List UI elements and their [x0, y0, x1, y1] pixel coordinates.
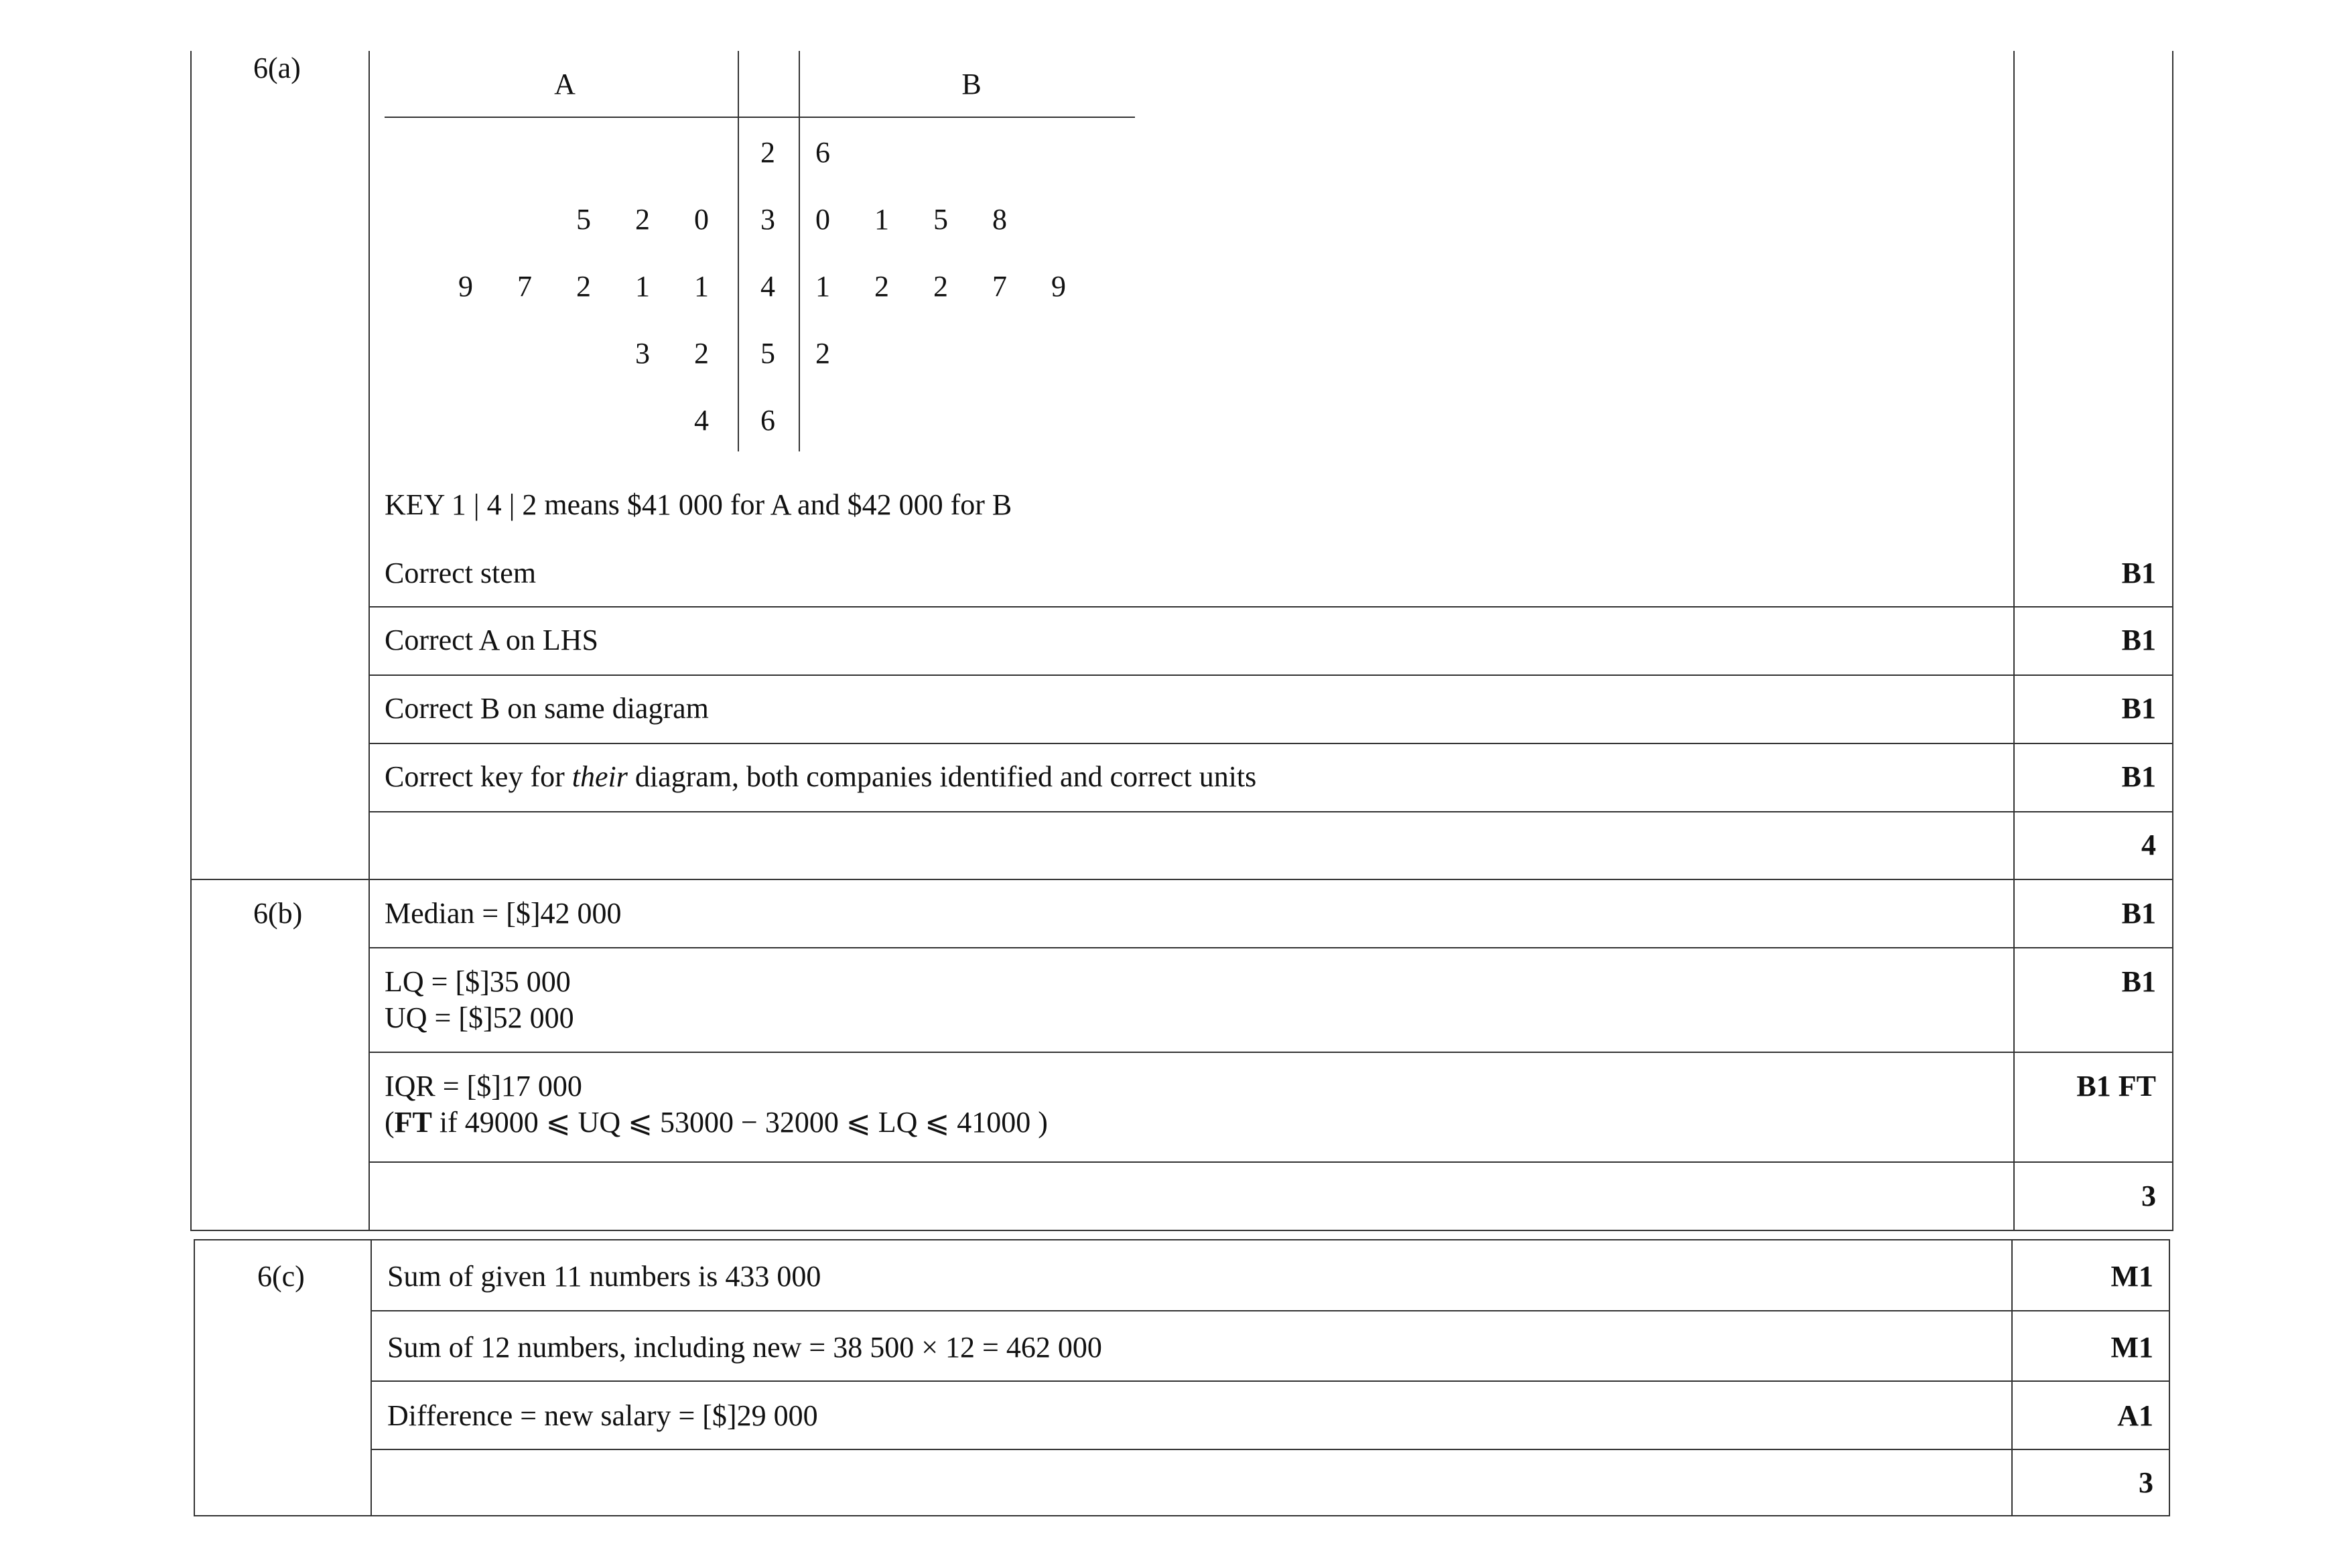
leaf-b: 6: [815, 136, 830, 169]
leaf-a: 3: [635, 337, 650, 370]
diagram-stem-rule-left: [738, 51, 739, 451]
table-border-left: [190, 51, 192, 1231]
leaf-b: 2: [815, 337, 830, 370]
follow-through-note: [385, 1105, 1048, 1141]
leaf-a: 1: [694, 270, 709, 303]
leaf-b: 1: [874, 203, 889, 236]
diagram-header-b: B: [961, 68, 982, 100]
marks-column: [2003, 0, 2153, 1568]
leaf-a: 5: [576, 203, 591, 236]
stem-value: 6: [760, 404, 775, 437]
question-label: 6(b): [253, 897, 303, 930]
row-divider: [368, 811, 2173, 812]
mark-value: B1: [2121, 965, 2156, 998]
mark-value: B1: [2121, 557, 2156, 589]
table-border-bottom: [190, 1230, 2173, 1231]
mark-total: 4: [2141, 829, 2156, 861]
leaf-b: 5: [933, 203, 948, 236]
leaf-a: 4: [694, 404, 709, 437]
column-divider-question: [368, 51, 370, 1231]
mark-value: B1: [2121, 624, 2156, 656]
leaf-a: 0: [694, 203, 709, 236]
mark-value: M1: [2110, 1260, 2153, 1293]
mark-criterion: Difference = new salary = [$]29 000: [387, 1399, 818, 1432]
diagram-stem-rule-right: [799, 51, 800, 451]
criterion-text: diagram, both companies identified and correct units: [627, 760, 1257, 793]
row-divider: [368, 606, 2173, 608]
row-divider: [371, 1380, 2170, 1382]
leaf-b: 8: [992, 203, 1007, 236]
leaf-b: 2: [874, 270, 889, 303]
mark-criterion: Correct stem: [385, 557, 537, 589]
criterion-emphasis: their: [572, 760, 628, 793]
table-border-right: [2172, 51, 2173, 1231]
diagram-key: KEY 1 | 4 | 2 means $41 000 for A and $42 000 for B: [385, 488, 1012, 521]
criterion-text: Correct key for: [385, 760, 572, 793]
mark-value: M1: [2110, 1331, 2153, 1364]
table-border-left: [194, 1239, 195, 1516]
diagram-header-rule: [385, 117, 1135, 118]
table-border-bottom: [194, 1515, 2170, 1516]
leaf-b: 2: [933, 270, 948, 303]
mark-total: 3: [2141, 1180, 2156, 1212]
leaf-b: 7: [992, 270, 1007, 303]
mark-criterion: [385, 760, 1256, 795]
leaf-a: 1: [635, 270, 650, 303]
question-label: 6(c): [257, 1260, 305, 1293]
note-text: if 49000 ⩽ UQ ⩽ 53000 − 32000 ⩽ LQ ⩽ 41000 ): [431, 1106, 1048, 1139]
row-divider: [368, 674, 2173, 676]
table-border-top: [194, 1239, 2170, 1240]
mark-criterion: IQR = [$]17 000: [385, 1070, 582, 1102]
stem-value: 4: [760, 270, 775, 303]
mark-criterion: Median = [$]42 000: [385, 897, 622, 930]
mark-criterion: LQ = [$]35 000: [385, 965, 571, 998]
row-divider: [368, 1052, 2173, 1053]
leaf-b: 0: [815, 203, 830, 236]
mark-total: 3: [2139, 1466, 2153, 1499]
mark-criterion: Sum of 12 numbers, including new = 38 500 × 12 = 462 000: [387, 1331, 1102, 1364]
mark-value: B1: [2121, 760, 2156, 793]
stem-value: 3: [760, 203, 775, 236]
mark-value: B1: [2121, 692, 2156, 725]
mark-criterion: Sum of given 11 numbers is 433 000: [387, 1260, 821, 1293]
stem-value: 5: [760, 337, 775, 370]
row-divider: [368, 947, 2173, 948]
leaf-a: 2: [576, 270, 591, 303]
leaf-a: 7: [517, 270, 532, 303]
leaf-b: 1: [815, 270, 830, 303]
question-label: 6(a): [253, 52, 301, 84]
leaf-a: 2: [694, 337, 709, 370]
mark-value: B1: [2121, 897, 2156, 930]
leaf-a: 9: [458, 270, 473, 303]
leaf-a: 2: [635, 203, 650, 236]
mark-criterion: Correct A on LHS: [385, 624, 598, 656]
row-divider: [371, 1449, 2170, 1450]
diagram-header-a: A: [554, 68, 576, 100]
row-divider: [368, 743, 2173, 744]
leaf-b: 9: [1051, 270, 1066, 303]
mark-criterion: UQ = [$]52 000: [385, 1001, 574, 1034]
mark-value: B1 FT: [2076, 1070, 2156, 1102]
table-border-right: [2169, 1239, 2170, 1516]
section-divider: [190, 879, 2173, 880]
mark-criterion: Correct B on same diagram: [385, 692, 709, 725]
ft-label: FT: [394, 1106, 432, 1139]
row-divider: [371, 1310, 2170, 1311]
mark-value: A1: [2117, 1399, 2153, 1432]
stem-value: 2: [760, 136, 775, 169]
row-divider: [368, 1161, 2173, 1163]
note-text: (: [385, 1106, 395, 1139]
column-divider-question: [371, 1239, 372, 1516]
